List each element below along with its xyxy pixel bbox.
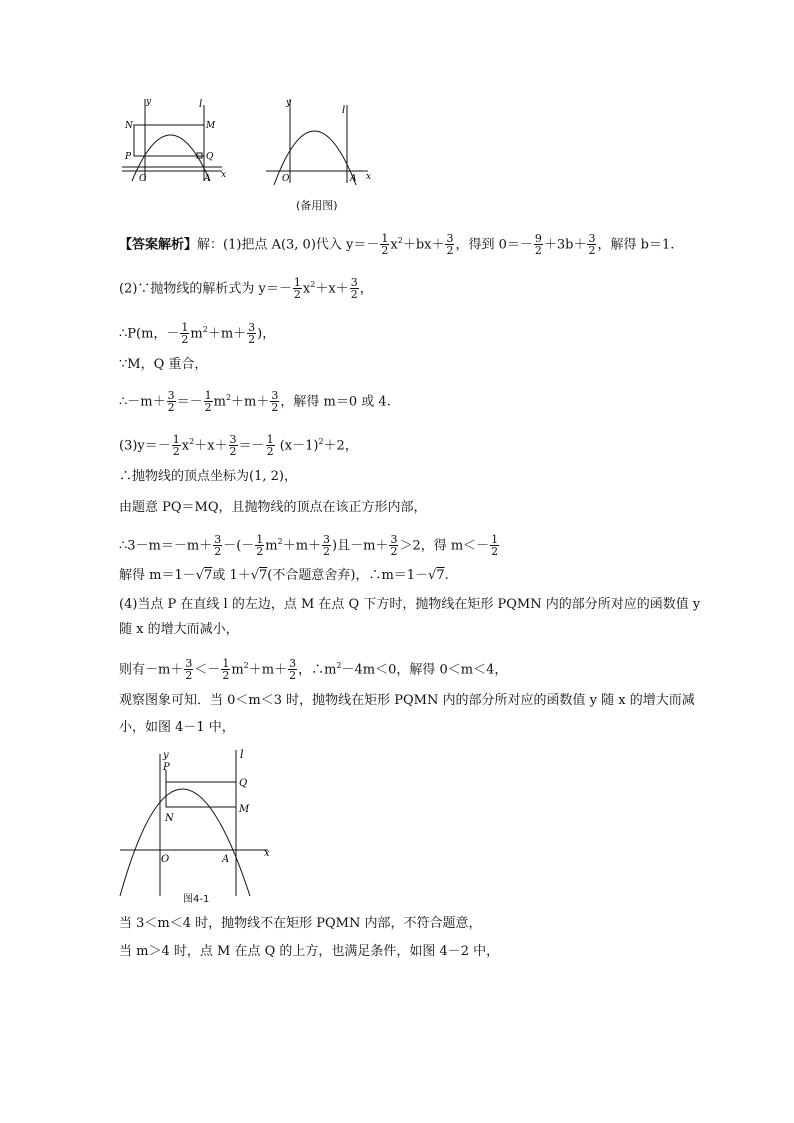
figure-1: [118, 95, 238, 185]
parabola: [120, 789, 250, 896]
answer-line-10: 解得 m＝1－√7或 1＋√7(不合题意舍弃)，∴m＝1－√7.: [119, 568, 449, 583]
figure-4-1: [118, 746, 274, 906]
label-o: O: [161, 854, 170, 865]
answer-line-2: (2)∵抛物线的解析式为 y＝－ $\frac{1}{2}$ $x^2+x+$ $\frac{3}{2}$ ，: [119, 276, 373, 302]
figure-2-caption: (备用图): [296, 199, 338, 212]
label-y: y: [146, 97, 152, 107]
label-a: A: [204, 174, 211, 184]
answer-line-1: 【答案解析】解：(1)把点 A(3, 0)代入 y＝－ $\frac{1}{2}$ $x^2+bx+$ $\frac{3}{2}$ ，得到 0＝－ $\frac{9}{2}$ ＋3b＋ $\frac{3}{2}$ ，解得 b＝1.: [119, 232, 675, 258]
label-q: Q: [239, 778, 248, 789]
figure-2: [262, 95, 377, 190]
figure-4-1-caption: 图4-1: [183, 894, 210, 905]
label-m: M: [239, 804, 250, 815]
label-n: N: [165, 813, 174, 824]
answer-line-17: 当 m＞4 时，点 M 在点 Q 的上方，也满足条件，如图 4－2 中，: [119, 944, 500, 959]
answer-line-15: 小，如图 4－1 中，: [119, 720, 235, 735]
answer-line-4: ∵M，Q 重合，: [119, 357, 208, 372]
label-l: l: [199, 99, 203, 110]
label-l: l: [240, 748, 244, 761]
label-l: l: [342, 105, 346, 116]
rectangle-pqmn: [166, 782, 236, 807]
label-y: y: [163, 750, 169, 761]
label-q: Q: [206, 152, 214, 162]
label-p: P: [163, 762, 170, 773]
label-m: M: [206, 121, 216, 131]
answer-line-7: ∴抛物线的顶点坐标为(1, 2)，: [119, 469, 297, 484]
answer-line-6: (3)y＝－ $\frac{1}{2}$ $x^2+x+$ $\frac{3}{2}$ ＝－ $\frac{1}{2}$ $(x-1)^2+2$，: [119, 433, 358, 459]
answer-line-13: 则有－m＋ $\frac{3}{2}$ ＜－ $\frac{1}{2}$ $m^2+m+$ $\frac{3}{2}$ ，$\therefore m^2-4m<0$，解得 0＜m＜4，: [119, 657, 508, 683]
answer-line-9: ∴3－m＝－m＋ $\frac{3}{2}$ －(－ $\frac{1}{2}$ $m^2+m+$ $\frac{3}{2}$ )且－m＋ $\frac{3}{2}$ ＞2，得 m＜－ $\frac{1}{2}$: [119, 533, 499, 559]
label-y: y: [286, 98, 292, 108]
answer-line-5: ∴－m＋ $\frac{3}{2}$ ＝－ $\frac{1}{2}$ $m^2+m+$ $\frac{3}{2}$ ，解得 m＝0 或 4.: [119, 389, 391, 415]
answer-line-14: 观察图象可知．当 0＜m＜3 时，抛物线在矩形 PQMN 内的部分所对应的函数值 y 随 x 的增大而减: [119, 693, 695, 708]
label-a: A: [222, 854, 230, 865]
label-a: A: [350, 174, 357, 184]
label-x: x: [264, 848, 270, 859]
label-n: N: [125, 121, 133, 131]
label-x: x: [366, 172, 372, 182]
answer-line-8: 由题意 PQ＝MQ，且抛物线的顶点在该正方形内部，: [119, 500, 427, 515]
label-o: O: [139, 174, 147, 184]
answer-line-16: 当 3＜m＜4 时，抛物线不在矩形 PQMN 内部，不符合题意，: [119, 916, 482, 931]
label-x: x: [221, 170, 227, 180]
label-o: O: [282, 174, 290, 184]
answer-line-3: ∴P(m，－ $\frac{1}{2}$ $m^2+m+$ $\frac{3}{2}$ )，: [119, 321, 276, 347]
answer-line-12: 随 x 的增大而减小，: [119, 622, 239, 637]
answer-line-11: (4)当点 P 在直线 l 的左边，点 M 在点 Q 下方时，抛物线在矩形 PQMN 内的部分所对应的函数值 y: [119, 597, 701, 612]
label-p: P: [125, 152, 132, 162]
